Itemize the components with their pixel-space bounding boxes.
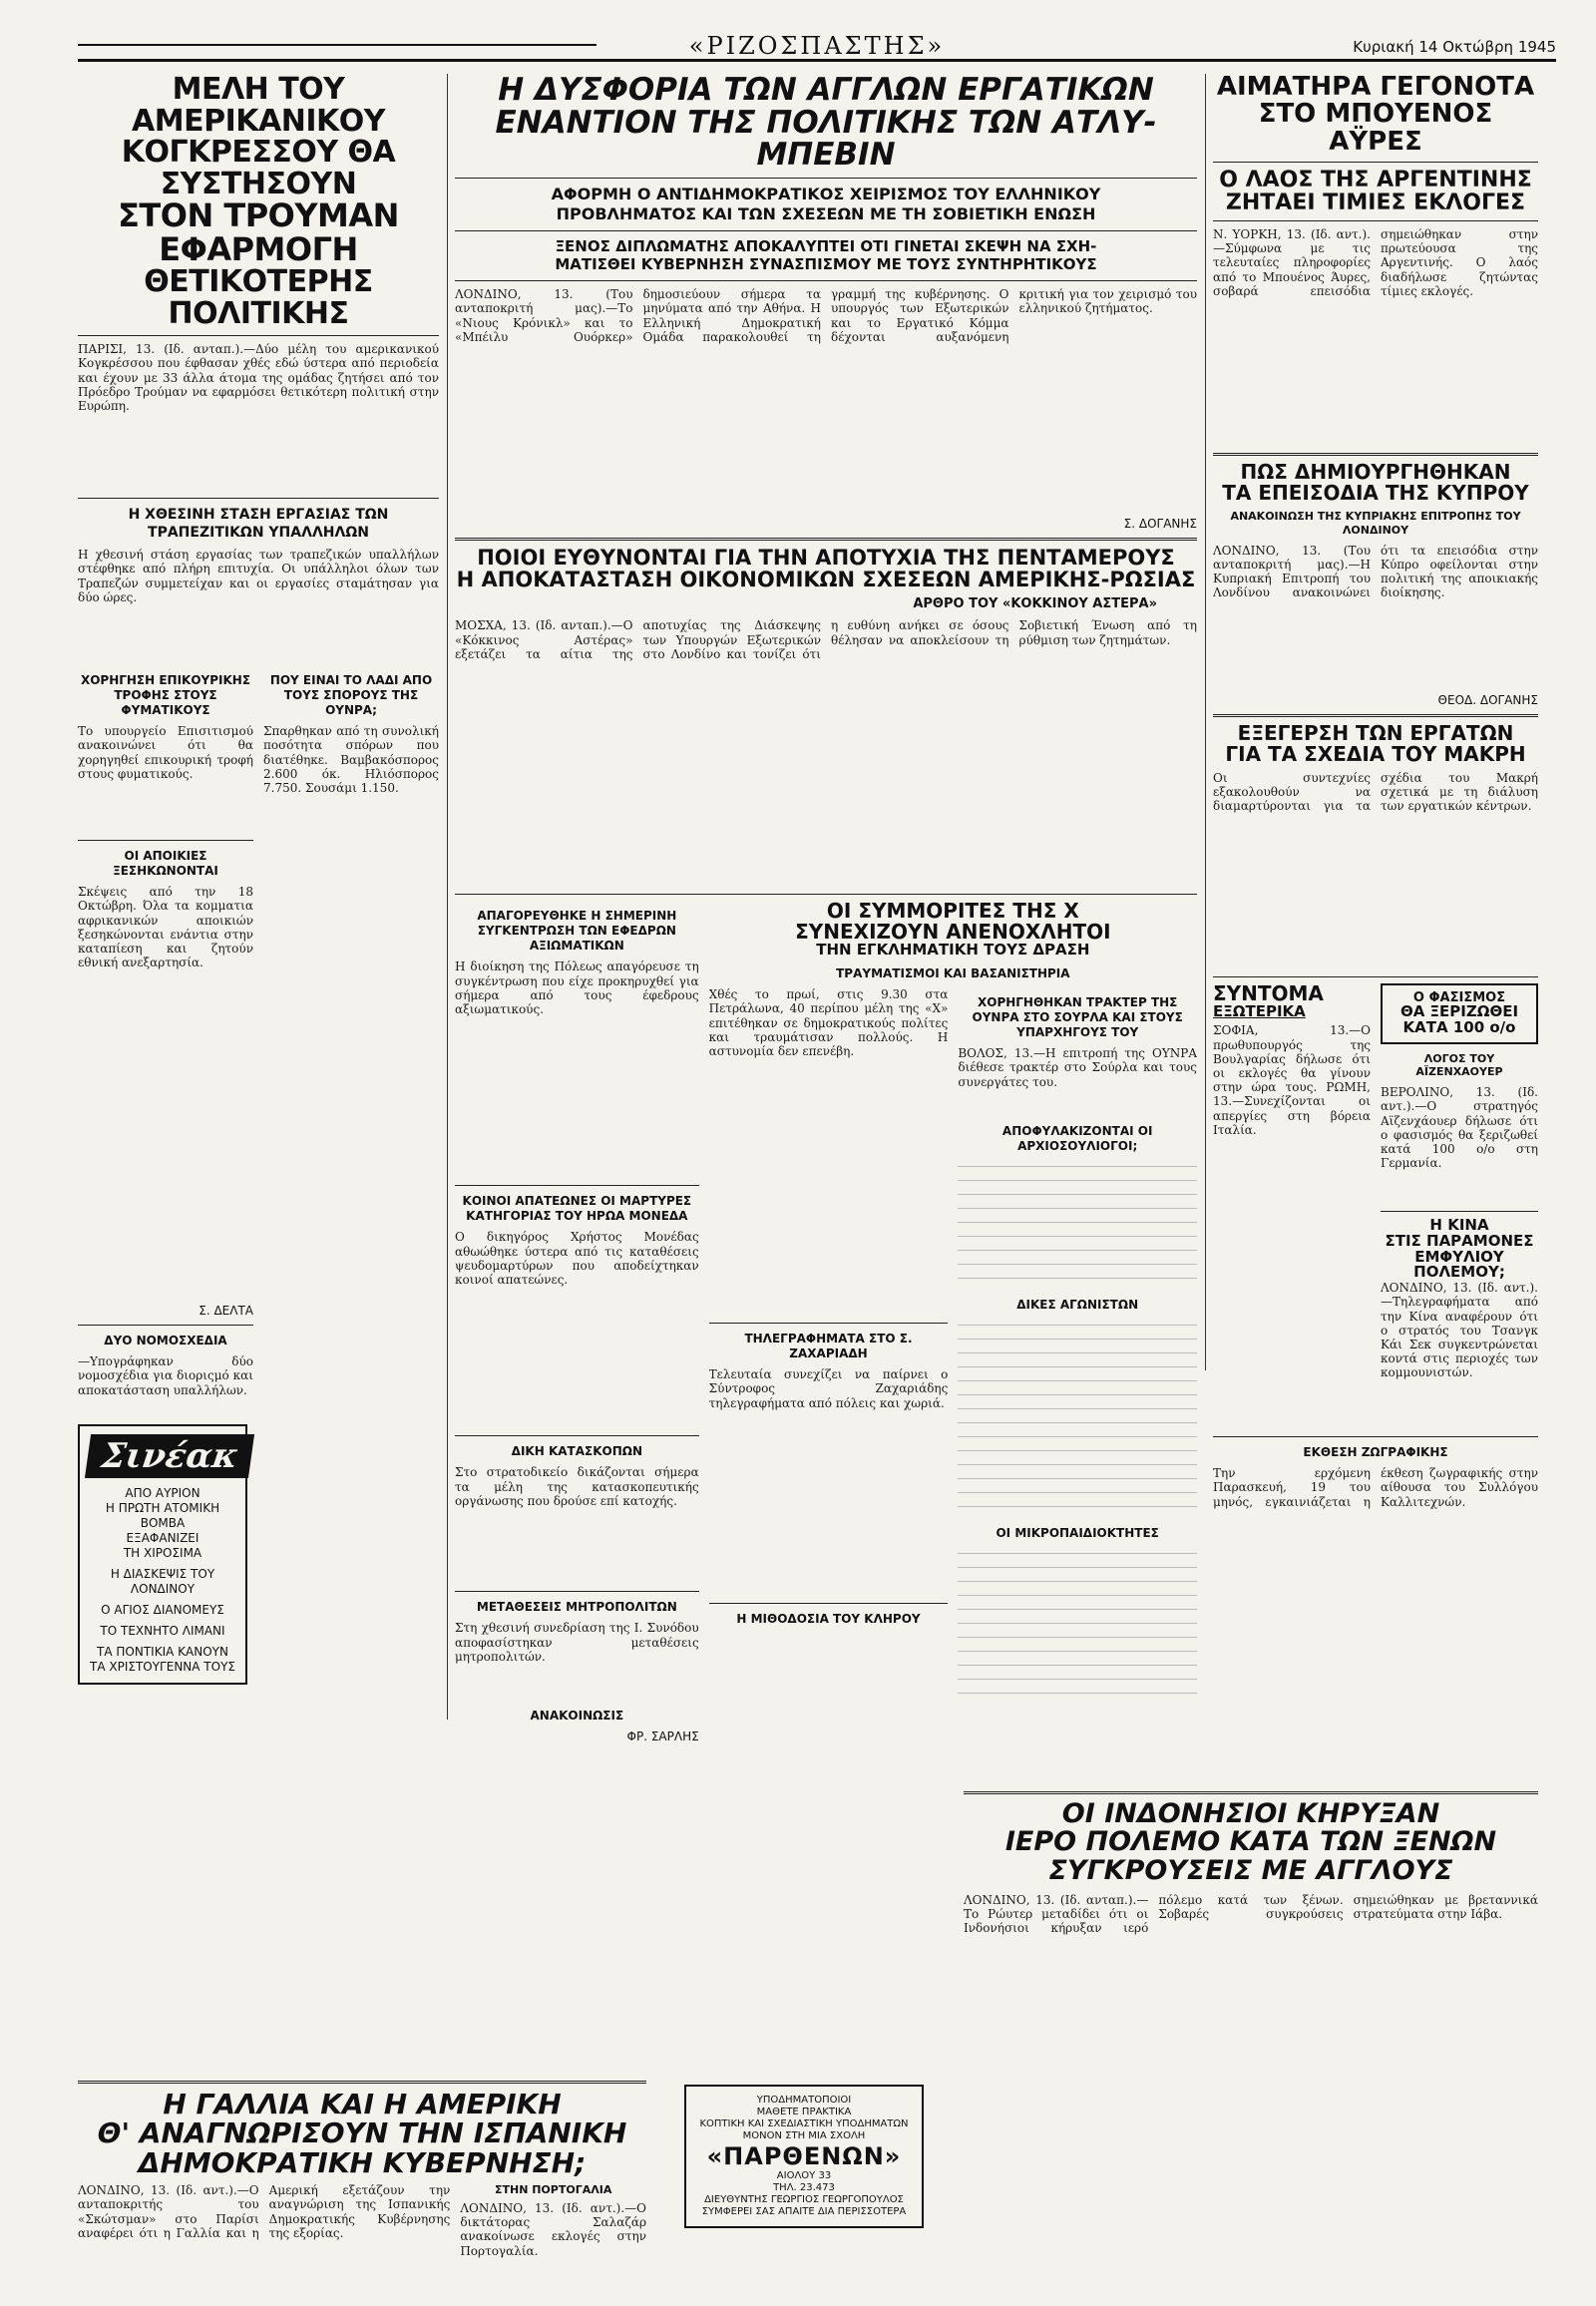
newspaper-title: «ΡΙΖΟΣΠΑΣΤΗΣ» bbox=[688, 32, 946, 60]
headline-line: ΕΝΑΝΤΙΟΝ ΤΗΣ ΠΟΛΙΤΙΚΗΣ ΤΩΝ ΑΤΛΥ-ΜΠΕΒΙΝ bbox=[495, 104, 1157, 174]
settlers-headline: ΟΙ ΑΠΟΙΚΙΕΣ ΞΕΣΗΚΩΝΟΝΤΑΙ bbox=[113, 849, 218, 879]
text-placeholder bbox=[958, 1160, 1197, 1290]
spies-headline: ΔΙΚΗ ΚΑΤΑΣΚΟΠΩΝ bbox=[511, 1444, 642, 1459]
ad-line: ΤΗΛ. 23.473 bbox=[773, 2182, 835, 2193]
parthenon-box bbox=[684, 2085, 924, 2228]
announcements-label: ΑΝΑΚΟΙΝΩΣΙΣ bbox=[530, 1709, 624, 1724]
food-body: Το υπουργείο Επισιτισμού ανακοινώνει ότι θα χορηγηθεί επικουρική τροφή στους φυματικούς. bbox=[78, 724, 253, 781]
headline-line: ΣΤΟ ΜΠΟΥΕΝΟΣ ΑΫΡΕΣ bbox=[1258, 99, 1493, 157]
oil-headline: ΠΟΥ ΕΙΝΑΙ ΤΟ ΛΑΔΙ ΑΠΟ ΤΟΥΣ ΣΠΟΡΟΥΣ ΤΗΣ ΟΥΝΡΑ; bbox=[269, 673, 433, 718]
moves-body: Στη χθεσινή συνεδρίαση της Ι. Συνόδου αποφασίστηκαν μεταθέσεις μητροπολιτών. bbox=[455, 1621, 699, 1664]
headline-spain bbox=[78, 2090, 646, 2177]
strike-headline: Η ΧΘΕΣΙΝΗ ΣΤΑΣΗ ΕΡΓΑΣΙΑΣ ΤΩΝ ΤΡΑΠΕΖΙΤΙΚΩΝ ΥΠΑΛΛΗΛΩΝ bbox=[128, 507, 389, 541]
ad-line: ΥΠΟΔΗΜΑΤΟΠΟΙΟΙ bbox=[756, 2095, 852, 2106]
article-body: ΛΟΝΔΙΝΟ, 13. (Του ανταποκριτή μας).—Το «Νιους Κρόνικλ» και το «Μπέιλυ Ουόρκερ» δημοσιεύουν σήμερα τα μηνύματα από την Αθήνα. Η Ελληνική Δημοκρατική Ομάδα παρακολουθεί τη γραμμή της κυβέρνησης. Ο υπουργός των Εξωτερικών και το Εργατικό Κόμμα δέχονται αυξανόμενη κριτική για τον χειρισμό του ελληνικού ζητήματος. bbox=[455, 287, 1197, 344]
headline-cyprus bbox=[1213, 462, 1538, 504]
cyprus-body: ΛΟΝΔΙΝΟ, 13. (Του ανταποκριτή μας).—Η Κυπριακή Επιτροπή του Λονδίνου ανακοινώνει ότι τα επεισόδια στην Κύπρο οφείλονται στην πολιτική της αποικιακής διοίκησης. bbox=[1213, 543, 1538, 600]
strike-body: Η χθεσινή στάση εργασίας των τραπεζικών υπαλλήλων στέφθηκε από πλήρη επιτυχία. Οι υπάλληλοι όλων των Τραπεζών συμμετείχαν και οι εργασίες σταμάτησαν για δύο ώρες. bbox=[78, 548, 439, 604]
gangs-body: Χθές το πρωί, στις 9.30 στα Πετράλωνα, 40 περίπου μέλη της «Χ» επιτέθηκαν σε δημοκρατικούς πολίτες και τραυμάτισαν πολλούς. Η αστυνομία δεν επενέβη. bbox=[708, 987, 949, 1059]
oil-body: Σπαρθηκαν από τη συνολική ποσότητα σπόρων που διατέθηκε. Βαμβακόσπορος 2.600 όκ. Ηλιόσπορος 7.750. Σουσάμι 1.150. bbox=[263, 724, 439, 795]
china-body: ΛΟΝΔΙΝΟ, 13. (Ιδ. αντ.).—Τηλεγραφήματα από την Κίνα αναφέρουν ότι ο στρατός του Τσανγκ Κάι Σεκ συγκεντρώνεται κοντά στις περιοχές των κομμουνιστών. bbox=[1381, 1281, 1538, 1380]
gangs-subhead: ΤΡΑΥΜΑΤΙΣΜΟΙ ΚΑΙ ΒΑΣΑΝΙΣΤΗΡΙΑ bbox=[836, 966, 1070, 981]
cowards-headline: ΚΟΙΝΟΙ ΑΠΑΤΕΩΝΕΣ ΟΙ ΜΑΡΤΥΡΕΣ ΚΑΤΗΓΟΡΙΑΣ ΤΟΥ ΗΡΩΑ ΜΟΝΕΔΑ bbox=[462, 1194, 692, 1224]
spain-body: ΛΟΝΔΙΝΟ, 13. (Ιδ. αντ.).—Ο ανταποκριτής του «Σκώτσμαν» στο Παρίσι αναφέρει ότι η Γαλλία και η Αμερική εξετάζουν την αναγνώριση της Ισπανικής Δημοκρατικής Κυβέρνησης της εξορίας. bbox=[78, 2183, 451, 2240]
deck-line: ΞΕΝΟΣ ΔΙΠΛΩΜΑΤΗΣ ΑΠΟΚΑΛΥΠΤΕΙ ΟΤΙ ΓΙΝΕΤΑΙ ΣΚΕΨΗ ΝΑ ΣΧΗ- bbox=[555, 236, 1097, 255]
headline-line: ΓΙΑ ΤΑ ΣΧΕΔΙΑ ΤΟΥ ΜΑΚΡΗ bbox=[1225, 741, 1526, 766]
ad-line: ΑΙΟΛΟΥ 33 bbox=[776, 2170, 832, 2181]
ad-line: Ο ΑΓΙΟΣ ΔΙΑΝΟΜΕΥΣ bbox=[101, 1603, 224, 1618]
subhead-line: ΑΦΟΡΜΗ Ο ΑΝΤΙΔΗΜΟΚΡΑΤΙΚΟΣ ΧΕΙΡΙΣΜΟΣ ΤΟΥ ΕΛΛΗΝΙΚΟΥ bbox=[551, 184, 1101, 203]
ban-headline: ΑΠΑΓΟΡΕΥΘΗΚΕ Η ΣΗΜΕΡΙΝΗ ΣΥΓΚΕΝΤΡΩΣΗ ΤΩΝ ΕΦΕΔΡΩΝ ΑΞΙΩΜΑΤΙΚΩΝ bbox=[477, 909, 677, 954]
subhead-line: ΠΡΟΒΛΗΜΑΤΟΣ ΚΑΙ ΤΩΝ ΣΧΕΣΕΩΝ ΜΕ ΤΗ ΣΟΒΙΕΤΙΚΗ ΕΝΩΣΗ bbox=[556, 203, 1096, 223]
brief-headline: ΣΥΝΤΟΜΑ bbox=[1213, 980, 1324, 1005]
ad-line: ΣΥΜΦΕΡΕΙ ΣΑΣ ΑΠΑΙΤΕ ΔΙΑ ΠΕΡΙΣΣΟΤΕΡΑ bbox=[701, 2206, 907, 2217]
ad-line: ΤΗ ΧΙΡΟΣΙΜΑ bbox=[123, 1546, 202, 1561]
exhibit-body: Την ερχόμενη Παρασκευή, 19 του μηνός, εγκαινιάζεται η έκθεση ζωγραφικής στην αίθουσα του Συλλόγου Καλλιτεχνών. bbox=[1213, 1466, 1538, 1509]
tractor-headline: ΧΟΡΗΓΗΘΗΚΑΝ ΤΡΑΚΤΕΡ ΤΗΣ ΟΥΝΡΑ ΣΤΟ ΣΟΥΡΛΑ ΚΑΙ ΣΤΟΥΣ ΥΠΑΡΧΗΓΟΥΣ ΤΟΥ bbox=[972, 995, 1183, 1040]
signature: Σ. ΔΕΛΤΑ bbox=[199, 1304, 253, 1319]
headline-line: ΙΕΡΟ ΠΟΛΕΜΟ ΚΑΤΑ ΤΩΝ ΞΕΝΩΝ bbox=[1004, 1826, 1497, 1858]
fascism-body: ΒΕΡΟΛΙΝΟ, 13. (Ιδ. αντ.).—Ο στρατηγός Αϊζενχάουερ δήλωσε ότι ο φασισμός θα ξεριζωθεί κατά 100 ο/ο στη Γερμανία. bbox=[1381, 1085, 1538, 1171]
exhibit-headline: ΕΚΘΕΣΗ ΖΩΓΡΑΦΙΚΗΣ bbox=[1303, 1445, 1448, 1460]
box-line: ΘΑ ΞΕΡΙΖΩΘΕΙ bbox=[1399, 1002, 1519, 1021]
fascism-box bbox=[1381, 983, 1538, 1044]
text-placeholder bbox=[958, 1319, 1197, 1518]
telegram-body: Τελευταία συνεχίζει να παίρνει ο Σύντροφος Ζαχαριάδης τηλεγραφήματα από πόλεις και χωριά. bbox=[708, 1367, 949, 1410]
parthenon-name: «ΠΑΡΘΕΝΩΝ» bbox=[706, 2142, 902, 2170]
parthenon-ad bbox=[654, 2075, 954, 2238]
ad-line: ΤΑ ΠΟΝΤΙΚΙΑ ΚΑΝΟΥΝ ΤΑ ΧΡΙΣΤΟΥΓΕΝΝΑ ΤΟΥΣ bbox=[90, 1645, 235, 1675]
headline-line: ΠΟΙΟΙ ΕΥΘΥΝΟΝΤΑΙ ΓΙΑ ΤΗΝ ΑΠΟΤΥΧΙΑ ΤΗΣ ΠΕΝΤΑΜΕΡΟΥΣ bbox=[477, 546, 1175, 571]
food-headline: ΧΟΡΗΓΗΣΗ ΕΠΙΚΟΥΡΙΚΗΣ ΤΡΟΦΗΣ ΣΤΟΥΣ ΦΥΜΑΤΙΚΟΥΣ bbox=[80, 673, 251, 718]
telegram-headline: ΤΗΛΕΓΡΑΦΗΜΑΤΑ ΣΤΟ Σ. ΖΑΧΑΡΙΑΔΗ bbox=[744, 1332, 913, 1361]
tractor-body: ΒΟΛΟΣ, 13.—Η επιτροπή της ΟΥΝΡΑ διέθεσε τρακτέρ στο Σούρλα και τους συνεργάτες του. bbox=[958, 1046, 1198, 1089]
column-left bbox=[78, 74, 439, 1685]
ad-line: Η ΠΡΩΤΗ ΑΤΟΜΙΚΗ ΒΟΜΒΑ bbox=[105, 1501, 220, 1531]
headline-line: Η ΚΙΝΑ bbox=[1429, 1216, 1489, 1235]
headline-line: ΑΙΜΑΤΗΡΑ ΓΕΓΟΝΟΤΑ bbox=[1216, 72, 1535, 102]
headline-line: ΘΕΤΙΚΟΤΕΡΗΣ ΠΟΛΙΤΙΚΗΣ bbox=[144, 264, 373, 331]
ad-line: Η ΔΙΑΣΚΕΨΙΣ ΤΟΥ ΛΟΝΔΙΝΟΥ bbox=[110, 1567, 215, 1597]
minority-headline: ΟΙ ΜΙΚΡΟΠΑΙΔΙΟΚΤΗΤΕΣ bbox=[996, 1526, 1159, 1541]
headline-gangs bbox=[709, 901, 1197, 959]
headline-congress bbox=[78, 74, 439, 329]
ban-body: Η διοίκηση της Πόλεως απαγόρευσε τη συγκέντρωση που είχε προκηρυχθεί για σήμερα από τους έφεδρους αξιωματικούς. bbox=[455, 960, 699, 1017]
moves-headline: ΜΕΤΑΘΕΣΕΙΣ ΜΗΤΡΟΠΟΛΙΤΩΝ bbox=[476, 1600, 677, 1615]
headline-line: ΣΤΟΝ ΤΡΟΥΜΑΝ ΕΦΑΡΜΟΓΗ bbox=[118, 196, 399, 268]
column-rule bbox=[1205, 74, 1206, 1370]
brief-subhead: ΕΞΩΤΕΡΙΚΑ bbox=[1213, 1001, 1306, 1020]
indonesia-article bbox=[964, 1785, 1538, 2192]
uprising-body: Οι συντεχνίες εξακολουθούν να διαμαρτύρονται για τα σχέδια του Μακρή σχετικά με τη διάλυση των εργατικών κέντρων. bbox=[1213, 770, 1538, 813]
headline-line: ΤΑ ΕΠΕΙΣΟΔΙΑ ΤΗΣ ΚΥΠΡΟΥ bbox=[1222, 481, 1529, 506]
headline-pentamerous bbox=[455, 547, 1197, 590]
headline-indonesia bbox=[964, 1800, 1538, 1885]
archaeology-headline: ΑΠΟΦΥΛΑΚΙΖΟΝΤΑΙ ΟΙ ΑΡΧΙΟΣΟΥΛΙΟΓΟΙ; bbox=[1001, 1124, 1153, 1154]
column-rule bbox=[447, 74, 448, 1720]
indonesia-body: ΛΟΝΔΙΝΟ, 13. (Ιδ. ανταπ.).—Το Ρώυτερ μεταδίδει ότι οι Ινδονήσιοι κήρυξαν ιερό πόλεμο κατά των ξένων. Σοβαρές συγκρούσεις σημειώθηκαν με βρεταννικά στρατεύματα στην Ιάβα. bbox=[964, 1893, 1538, 1936]
subhead-line: ΖΗΤΑΕΙ ΤΙΜΙΕΣ ΕΚΛΟΓΕΣ bbox=[1225, 190, 1526, 215]
headline-line: Θ' ΑΝΑΓΝΩΡΙΣΟΥΝ ΤΗΝ ΙΣΠΑΝΙΚΗ bbox=[97, 2116, 627, 2150]
tax-headline: Η ΜΙΘΟΔΟΣΙΑ ΤΟΥ ΚΛΗΡΟΥ bbox=[736, 1612, 921, 1627]
deck-line: ΜΑΤΙΣΘΕΙ ΚΥΒΕΡΝΗΣΗ ΣΥΝΑΣΠΙΣΜΟΥ ΜΕ ΤΟΥΣ ΣΥΝΤΗΡΗΤΙΚΟΥΣ bbox=[555, 255, 1097, 274]
headline-line: ΠΩΣ ΔΗΜΙΟΥΡΓΗΘΗΚΑΝ bbox=[1240, 460, 1511, 485]
portugal-body: ΛΟΝΔΙΝΟ, 13. (Ιδ. αντ.).—Ο δικτάτορας Σαλαζάρ ανακοίνωσε εκλογές στην Πορτογαλία. bbox=[460, 2200, 646, 2258]
signature: ΘΕΟΔ. ΔΟΓΑΝΗΣ bbox=[1437, 692, 1538, 707]
spain-article bbox=[78, 2075, 646, 2263]
article-body: ΠΑΡΙΣΙ, 13. (Ιδ. ανταπ.).—Δύο μέλη του αμερικανικού Κογκρέσσου που έφθασαν χθές εδώ ύστερα από περιοδεία και έχουν με 33 άλλα άτομα της ομάδας ζητήσει από τον Πρόεδρο Τρούμαν να εφαρμόσει θετικότερη πολιτική στην Ευρώπη. bbox=[78, 342, 439, 413]
text-placeholder bbox=[958, 1547, 1197, 1697]
headline-british-workers bbox=[455, 74, 1197, 172]
headline-line: ΟΙ ΙΝΔΟΝΗΣΙΟΙ ΚΗΡΥΞΑΝ bbox=[1061, 1798, 1440, 1829]
signature: ΦΡ. ΣΑΡΛΗΣ bbox=[626, 1730, 699, 1744]
twodays-headline: ΔΥΟ ΝΟΜΟΣΧΕΔΙΑ bbox=[104, 1334, 227, 1348]
ad-line: ΑΠΟ ΑΥΡΙΟΝ bbox=[125, 1486, 200, 1501]
ad-line: ΜΟΝΟΝ ΣΤΗ ΜΙΑ ΣΧΟΛΗ bbox=[742, 2130, 866, 2141]
article-body: Ν. ΥΟΡΚΗ, 13. (Ιδ. αντ.).—Σύμφωνα με τις τελευταίες πληροφορίες από το Μπουένος Άυρες, σοβαρά επεισόδια σημειώθηκαν στην πρωτεύουσα της Αργεντινής. Ο λαός διαδήλωσε ζητώντας τίμιες εκλογές. bbox=[1213, 227, 1538, 298]
column-right bbox=[1213, 74, 1538, 1556]
headline-line: ΣΤΙΣ ΠΑΡΑΜΟΝΕΣ bbox=[1385, 1231, 1534, 1250]
headline-line: ΟΙ ΣΥΜΜΟΡΙΤΕΣ ΤΗΣ Χ bbox=[826, 899, 1079, 924]
spies-body: Στο στρατοδικείο δικάζονται σήμερα τα μέλη της κατασκοπευτικής οργάνωσης που δρούσε επί κατοχής. bbox=[455, 1465, 699, 1508]
signature: Σ. ΔΟΓΑΝΗΣ bbox=[1123, 517, 1197, 532]
portugal-headline: ΣΤΗΝ ΠΟΡΤΟΓΑΛΙΑ bbox=[494, 2183, 612, 2197]
headline-line: ΣΥΝΕΧΙΖΟΥΝ ΑΝΕΝΟΧΛΗΤΟΙ bbox=[795, 920, 1111, 945]
headline-line: Η ΓΑΛΛΙΑ ΚΑΙ Η ΑΜΕΡΙΚΗ bbox=[163, 2088, 562, 2120]
ad-line: ΤΟ ΤΕΧΝΗΤΟ ΛΙΜΑΝΙ bbox=[100, 1624, 225, 1639]
cinema-logo: Σινέακ bbox=[85, 1434, 255, 1478]
ad-line: ΕΞΑΦΑΝΙΖΕΙ bbox=[126, 1531, 200, 1546]
headline-line: ΤΗΝ ΕΓΚΛΗΜΑΤΙΚΗ ΤΟΥΣ ΔΡΑΣΗ bbox=[816, 941, 1090, 960]
headline-line: ΔΗΜΟΚΡΑΤΙΚΗ ΚΥΒΕΡΝΗΣΗ; bbox=[138, 2145, 587, 2179]
subheadline bbox=[1213, 169, 1538, 214]
deck bbox=[455, 237, 1197, 275]
brief-body: ΣΟΦΙΑ, 13.—Ο πρωθυπουργός της Βουλγαρίας δήλωσε ότι οι εκλογές θα γίνουν στην ώρα τους. ΡΩΜΗ, 13.—Συνεχίζονται οι απεργίες στη βόρεια Ιταλία. bbox=[1213, 1023, 1371, 1137]
subhead-line: Ο ΛΑΟΣ ΤΗΣ ΑΡΓΕΝΤΙΝΗΣ bbox=[1219, 167, 1532, 192]
subheadline bbox=[455, 185, 1197, 224]
cinema-ad bbox=[78, 1424, 247, 1685]
issue-date: Κυριακή 14 Οκτώβρη 1945 bbox=[1353, 38, 1556, 56]
cowards-body: Ο δικηγόρος Χρήστος Μονέδας αθωώθηκε ύστερα από τις καταθέσεις ψευδομαρτύρων που αποδείχτηκαν κοινοί απατεώνες. bbox=[455, 1230, 699, 1288]
headline-uprising bbox=[1213, 720, 1538, 766]
headline-line: Η ΑΠΟΚΑΤΑΣΤΑΣΗ ΟΙΚΟΝΟΜΙΚΩΝ ΣΧΕΣΕΩΝ ΑΜΕΡΙΚΗΣ-ΡΩΣΙΑΣ bbox=[456, 568, 1196, 592]
cyprus-subhead: ΑΝΑΚΟΙΝΩΣΗ ΤΗΣ ΚΥΠΡΙΑΚΗΣ ΕΠΙΤΡΟΠΗΣ ΤΟΥ ΛΟΝΔΙΝΟΥ bbox=[1230, 510, 1521, 537]
twodays-body: —Υπογράφηκαν δύο νομοσχέδια για διοριςμό και αποκατάσταση υπαλλήλων. bbox=[78, 1354, 253, 1397]
column-center bbox=[455, 74, 1197, 1744]
headline-line: ΣΥΓΚΡΟΥΣΕΙΣ ΜΕ ΑΓΓΛΟΥΣ bbox=[1048, 1854, 1453, 1886]
box-line: Ο ΦΑΣΙΣΜΟΣ bbox=[1412, 989, 1506, 1005]
article-tag: ΑΡΘΡΟ ΤΟΥ «ΚΟΚΚΙΝΟΥ ΑΣΤΕΡΑ» bbox=[913, 596, 1157, 612]
settlers-body: Σκέψεις από την 18 Οκτώβρη. Όλα τα κομματια αφρικανικών αποικιών ξεσηκώνονται ενάντια στην καταπίεση και ζητούν εθνική ανεξαρτησία. bbox=[78, 885, 253, 970]
box-line: ΚΑΤΑ 100 ο/ο bbox=[1402, 1017, 1516, 1036]
headline-line: Η ΔΥΣΦΟΡΙΑ ΤΩΝ ΑΓΓΛΩΝ ΕΡΓΑΤΙΚΩΝ bbox=[498, 72, 1154, 108]
headline-line: ΜΕΛΗ ΤΟΥ ΑΜΕΡΙΚΑΝΙΚΟΥ bbox=[132, 72, 385, 139]
headline-buenos-aires bbox=[1213, 74, 1538, 156]
ad-line: ΚΟΠΤΙΚΗ ΚΑΙ ΣΧΕΔΙΑΣΤΙΚΗ ΥΠΟΔΗΜΑΤΩΝ bbox=[699, 2118, 909, 2129]
article-body: ΜΟΣΧΑ, 13. (Ιδ. ανταπ.).—Ο «Κόκκινος Αστέρας» εξετάζει τα αίτια της αποτυχίας της Διάσκεψης των Υπουργών Εξωτερικών στο Λονδίνο και τονίζει ότι η ευθύνη ανήκει σε όσους θέλησαν να αποκλείσουν τη Σοβιετική Ένωση από τη ρύθμιση των ζητημάτων. bbox=[455, 618, 1197, 661]
headline-line: ΚΟΓΚΡΕΣΣΟΥ ΘΑ ΣΥΣΤΗΣΟΥΝ bbox=[121, 135, 396, 201]
fascism-subhead: ΛΟΓΟΣ ΤΟΥ ΑΪΖΕΝΧΑΟΥΕΡ bbox=[1415, 1051, 1503, 1079]
headline-china bbox=[1381, 1218, 1538, 1281]
trials-headline: ΔΙΚΕΣ ΑΓΩΝΙΣΤΩΝ bbox=[1016, 1298, 1139, 1313]
ad-line: ΔΙΕΥΘΥΝΤΗΣ ΓΕΩΡΓΙΟΣ ΓΕΩΡΓΟΠΟΥΛΟΣ bbox=[704, 2194, 904, 2205]
headline-line: ΕΜΦΥΛΙΟΥ ΠΟΛΕΜΟΥ; bbox=[1413, 1247, 1505, 1282]
ad-line: ΜΑΘΕΤΕ ΠΡΑΚΤΙΚΑ bbox=[756, 2107, 852, 2117]
headline-line: ΕΞΕΓΕΡΣΗ ΤΩΝ ΕΡΓΑΤΩΝ bbox=[1237, 720, 1514, 745]
masthead bbox=[78, 30, 1556, 62]
